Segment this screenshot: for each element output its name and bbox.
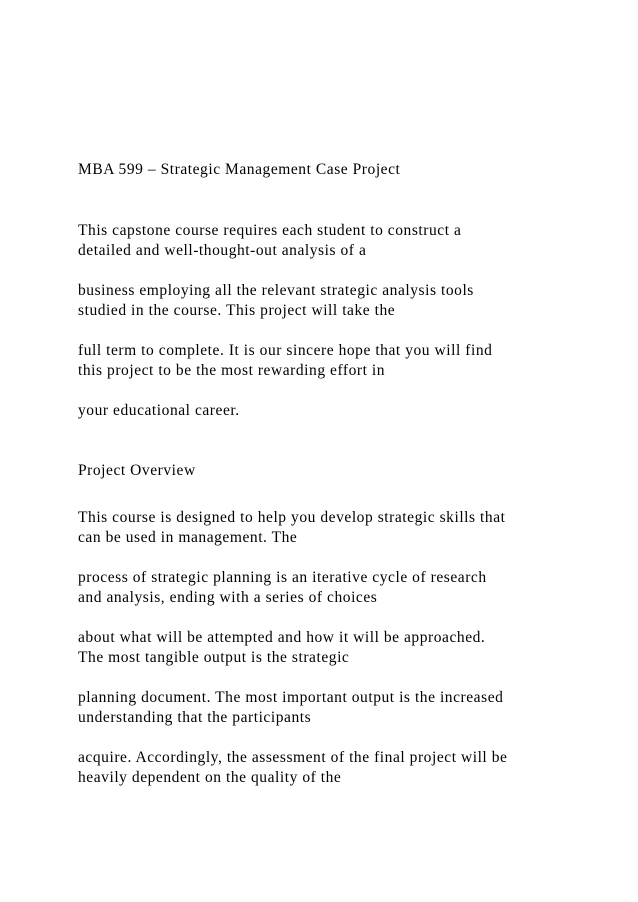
intro-line-5: full term to complete. It is our sincere hope that you will find bbox=[78, 342, 493, 359]
section-heading: Project Overview bbox=[78, 462, 196, 479]
overview-line-3: process of strategic planning is an iterative cycle of research bbox=[78, 569, 487, 586]
overview-line-7: planning document. The most important output is the increased bbox=[78, 689, 504, 706]
intro-line-1: This capstone course requires each student to construct a bbox=[78, 222, 462, 239]
overview-line-2: can be used in management. The bbox=[78, 529, 298, 546]
intro-line-7: your educational career. bbox=[78, 402, 240, 419]
intro-line-6: this project to be the most rewarding effort in bbox=[78, 362, 386, 379]
overview-line-5: about what will be attempted and how it will be approached. bbox=[78, 629, 486, 646]
overview-line-1: This course is designed to help you develop strategic skills that bbox=[78, 509, 506, 526]
intro-line-3: business employing all the relevant strategic analysis tools bbox=[78, 282, 474, 299]
overview-line-6: The most tangible output is the strategic bbox=[78, 649, 350, 666]
intro-line-2: detailed and well-thought-out analysis of a bbox=[78, 242, 367, 259]
document-title: MBA 599 – Strategic Management Case Project bbox=[78, 161, 401, 178]
overview-line-10: heavily dependent on the quality of the bbox=[78, 769, 342, 786]
overview-line-9: acquire. Accordingly, the assessment of the final project will be bbox=[78, 749, 508, 766]
overview-line-4: and analysis, ending with a series of choices bbox=[78, 589, 378, 606]
intro-line-4: studied in the course. This project will take the bbox=[78, 302, 396, 319]
overview-line-8: understanding that the participants bbox=[78, 709, 312, 726]
